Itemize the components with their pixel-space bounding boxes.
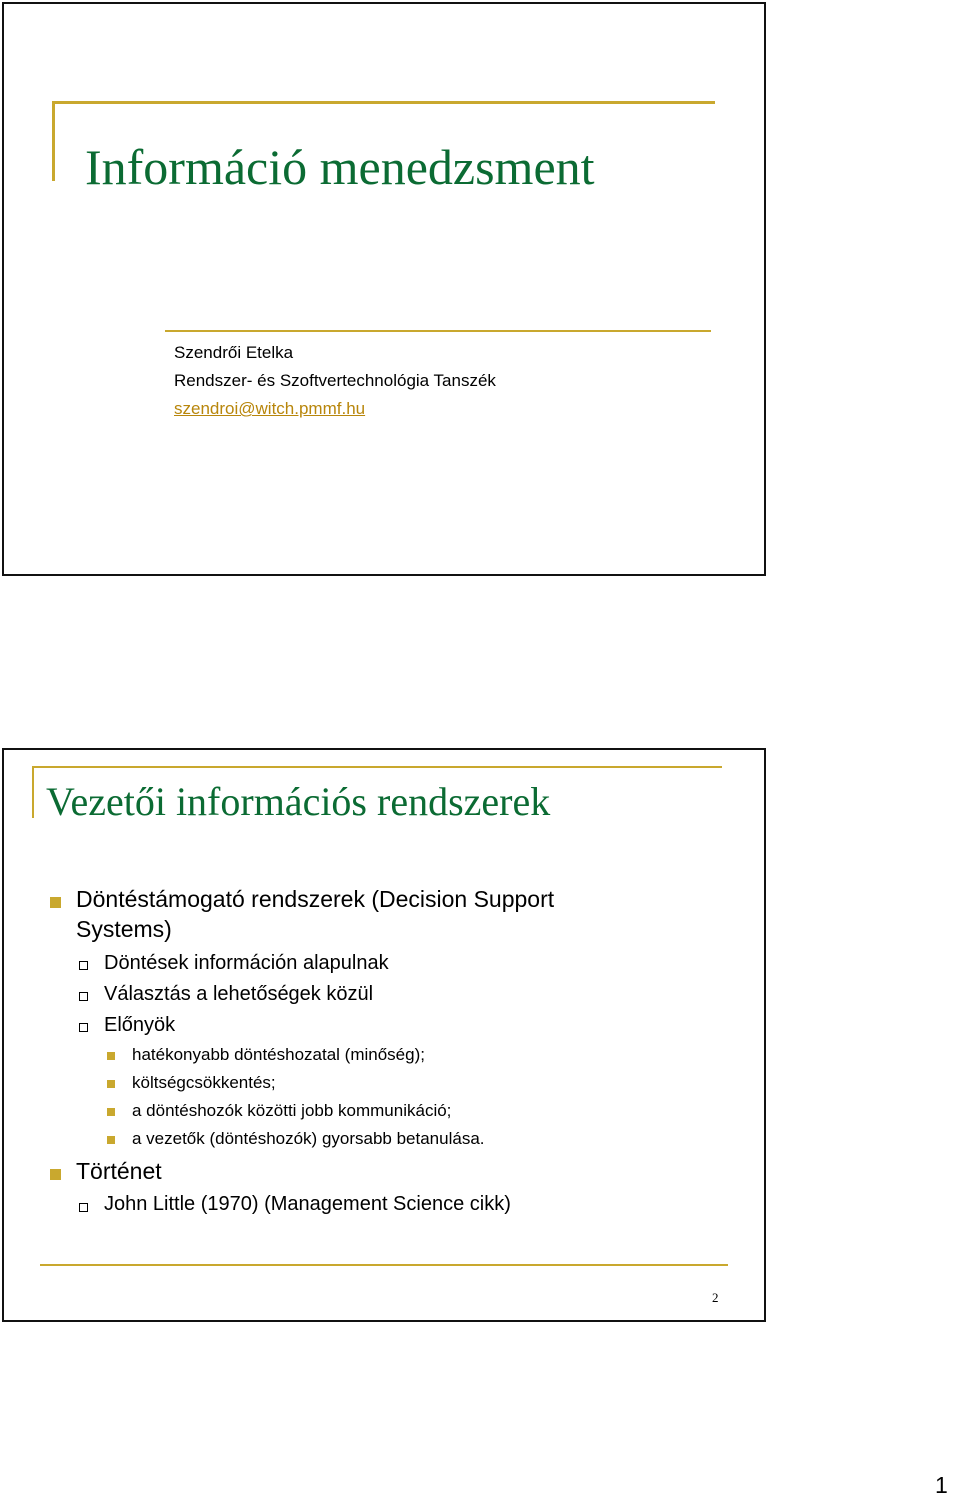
bullet-dss-line1: Döntéstámogató rendszerek (Decision Support: [76, 886, 555, 912]
author-top-rule: [165, 330, 711, 332]
hollow-box-bullet-icon: [79, 1023, 88, 1032]
slide2-left-rule: [32, 766, 34, 818]
page-number: 1: [935, 1472, 948, 1498]
title-left-rule: [52, 101, 55, 181]
hollow-box-bullet-icon: [79, 961, 88, 970]
title-top-rule: [52, 101, 715, 104]
title-slide: [2, 2, 766, 576]
author-name: Szendrői Etelka: [174, 343, 294, 362]
slide2-top-rule: [32, 766, 722, 768]
sub-bullet-advantages: Előnyök: [104, 1014, 176, 1036]
slide2-bottom-rule: [40, 1264, 728, 1266]
advantage-item: a döntéshozók közötti jobb kommunikáció;: [132, 1101, 452, 1120]
gold-square-bullet-icon: [50, 1169, 61, 1180]
small-gold-square-bullet-icon: [107, 1136, 115, 1144]
gold-square-bullet-icon: [50, 897, 61, 908]
sub-bullet-choice: Választás a lehetőségek közül: [104, 983, 374, 1005]
small-gold-square-bullet-icon: [107, 1080, 115, 1088]
advantage-item: a vezetők (döntéshozók) gyorsabb betanulása.: [132, 1129, 485, 1148]
advantage-item: költségcsökkentés;: [132, 1073, 276, 1092]
hollow-box-bullet-icon: [79, 1203, 88, 1212]
hollow-box-bullet-icon: [79, 992, 88, 1001]
author-department: Rendszer- és Szoftvertechnológia Tanszék: [174, 371, 496, 390]
slide-title: Vezetői információs rendszerek: [46, 779, 551, 824]
small-gold-square-bullet-icon: [107, 1108, 115, 1116]
presentation-title: Információ menedzsment: [85, 139, 595, 195]
author-block: [174, 339, 496, 423]
advantage-item: hatékonyabb döntéshozatal (minőség);: [132, 1045, 425, 1064]
slide-number: 2: [712, 1290, 719, 1305]
sub-bullet-decisions: Döntések információn alapulnak: [104, 952, 389, 974]
sub-bullet-john-little: John Little (1970) (Management Science cikk): [104, 1193, 511, 1215]
bullet-history: Történet: [76, 1158, 162, 1184]
bullet-dss-line2: Systems): [76, 916, 172, 942]
author-email-link[interactable]: szendroi@witch.pmmf.hu: [174, 399, 366, 418]
small-gold-square-bullet-icon: [107, 1052, 115, 1060]
